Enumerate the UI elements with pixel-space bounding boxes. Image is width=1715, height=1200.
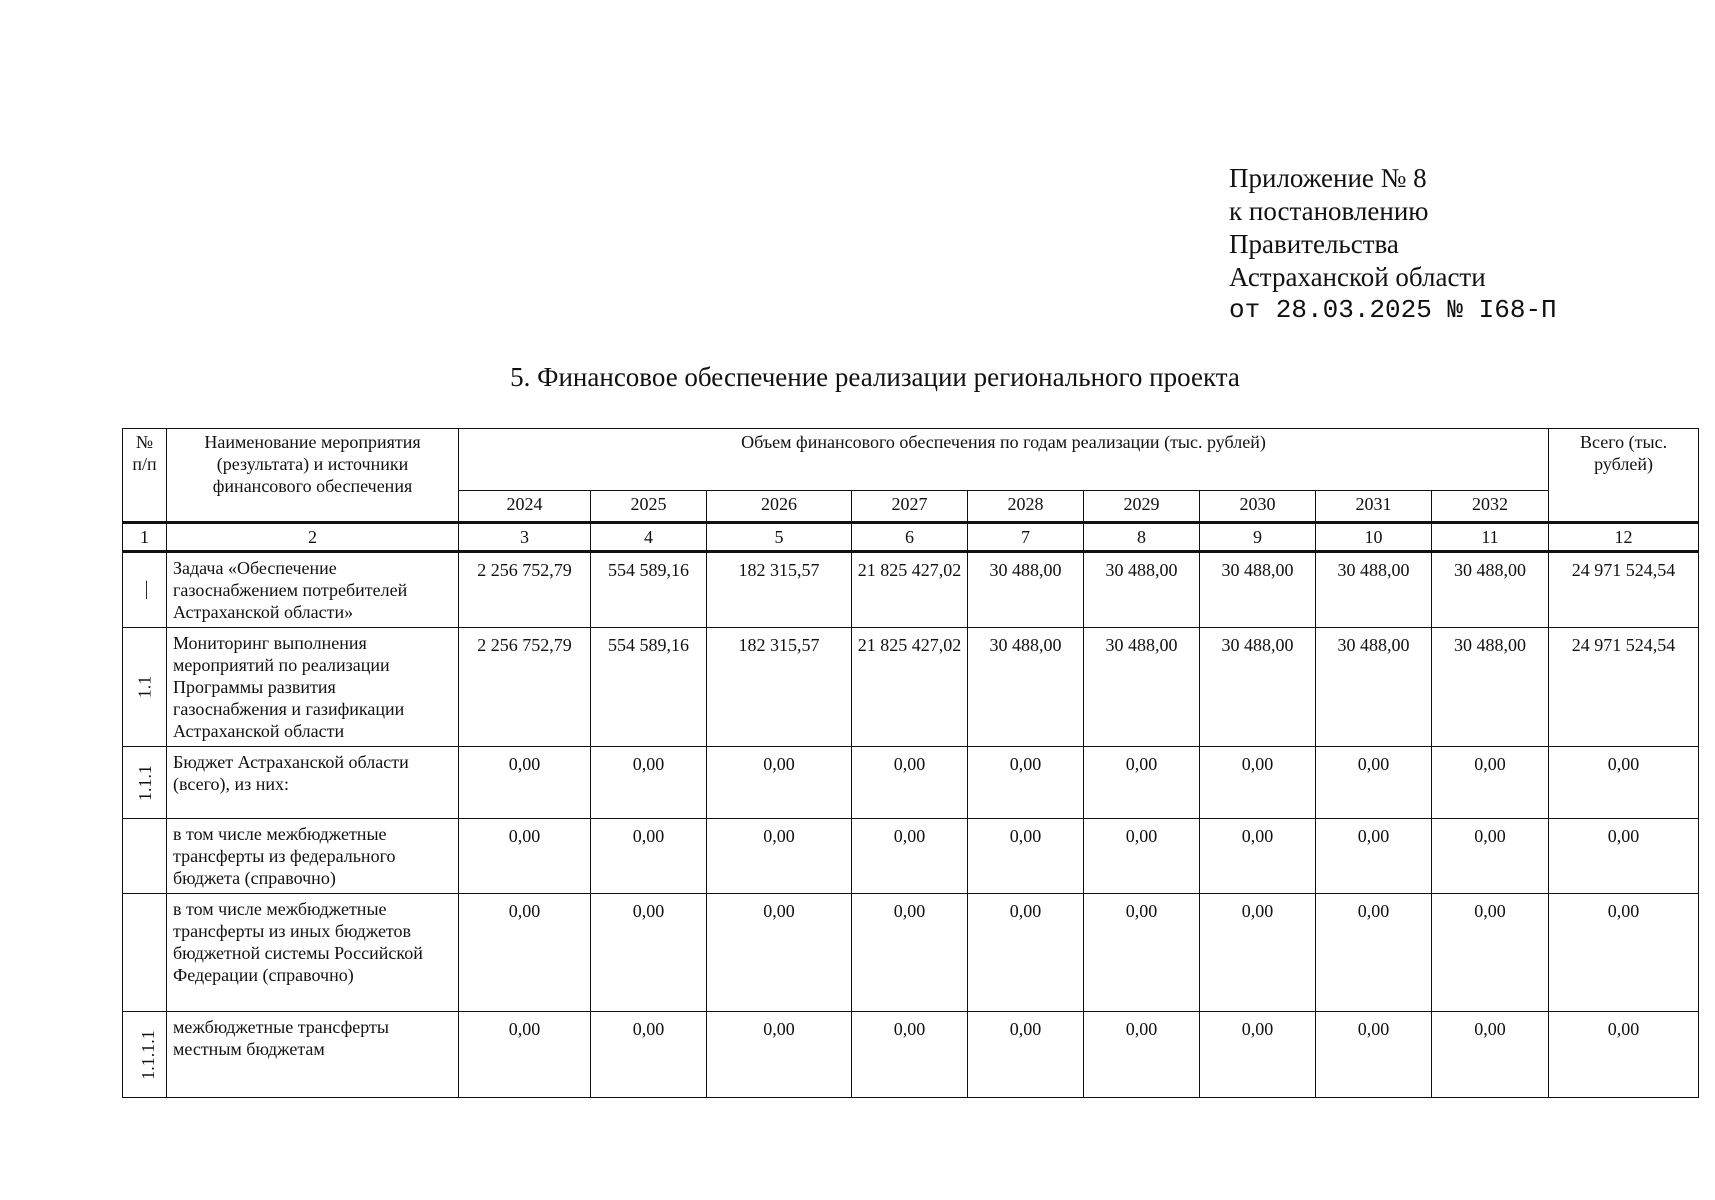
row-year-value: 0,00 bbox=[1200, 1012, 1316, 1098]
column-number: 2 bbox=[167, 523, 459, 552]
header-volume: Объем финансового обеспечения по годам реализации (тыс. рублей) bbox=[459, 429, 1549, 491]
row-year-value: 554 589,16 bbox=[591, 552, 707, 628]
row-year-value: 21 825 427,02 bbox=[852, 628, 968, 747]
row-year-value: 0,00 bbox=[852, 894, 968, 1012]
row-year-value: 0,00 bbox=[1200, 819, 1316, 894]
row-year-value: 0,00 bbox=[707, 894, 852, 1012]
row-year-value: 0,00 bbox=[707, 747, 852, 819]
row-number bbox=[123, 1012, 167, 1098]
row-year-value: 182 315,57 bbox=[707, 552, 852, 628]
row-year-value: 0,00 bbox=[1200, 894, 1316, 1012]
row-name: в том числе межбюджетные трансферты из иных бюджетов бюджетной системы Российской Федерации (справочно) bbox=[167, 894, 459, 1012]
appendix-line: Правительства bbox=[1229, 229, 1399, 259]
column-number: 9 bbox=[1200, 523, 1316, 552]
row-year-value: 0,00 bbox=[1432, 819, 1549, 894]
row-number-text: — bbox=[134, 581, 155, 599]
column-number: 3 bbox=[459, 523, 591, 552]
row-year-value: 0,00 bbox=[1432, 1012, 1549, 1098]
table-row bbox=[123, 628, 1699, 747]
row-name: Задача «Обеспечение газоснабжением потребителей Астраханской области» bbox=[167, 552, 459, 628]
row-year-value: 0,00 bbox=[1084, 1012, 1200, 1098]
row-name: в том числе межбюджетные трансферты из федерального бюджета (справочно) bbox=[167, 819, 459, 894]
row-total-value: 0,00 bbox=[1549, 894, 1699, 1012]
row-year-value: 0,00 bbox=[1084, 747, 1200, 819]
row-year-value: 0,00 bbox=[1200, 747, 1316, 819]
table-row bbox=[123, 894, 1699, 1012]
row-year-value: 30 488,00 bbox=[1200, 552, 1316, 628]
row-year-value: 0,00 bbox=[968, 747, 1084, 819]
column-number: 6 bbox=[852, 523, 968, 552]
row-total-value: 0,00 bbox=[1549, 1012, 1699, 1098]
column-number: 4 bbox=[591, 523, 707, 552]
row-year-value: 0,00 bbox=[459, 894, 591, 1012]
row-year-value: 0,00 bbox=[852, 1012, 968, 1098]
financing-table bbox=[122, 428, 1699, 1098]
header-year: 2026 bbox=[707, 491, 852, 523]
table-row bbox=[123, 819, 1699, 894]
column-number: 10 bbox=[1316, 523, 1432, 552]
appendix-line: к постановлению bbox=[1229, 196, 1429, 226]
row-year-value: 0,00 bbox=[1316, 819, 1432, 894]
appendix-line: Приложение № 8 bbox=[1229, 163, 1427, 193]
row-total-value: 0,00 bbox=[1549, 747, 1699, 819]
row-year-value: 0,00 bbox=[852, 819, 968, 894]
row-year-value: 30 488,00 bbox=[1432, 552, 1549, 628]
row-year-value: 0,00 bbox=[591, 747, 707, 819]
row-year-value: 0,00 bbox=[1316, 747, 1432, 819]
row-number bbox=[123, 628, 167, 747]
header-year: 2025 bbox=[591, 491, 707, 523]
column-number: 7 bbox=[968, 523, 1084, 552]
row-year-value: 0,00 bbox=[1316, 894, 1432, 1012]
column-number: 11 bbox=[1432, 523, 1549, 552]
appendix-block bbox=[1229, 162, 1557, 327]
row-year-value: 0,00 bbox=[968, 819, 1084, 894]
row-year-value: 2 256 752,79 bbox=[459, 552, 591, 628]
row-year-value: 0,00 bbox=[1316, 1012, 1432, 1098]
table-row bbox=[123, 552, 1699, 628]
row-year-value: 30 488,00 bbox=[1316, 628, 1432, 747]
row-year-value: 30 488,00 bbox=[1084, 628, 1200, 747]
row-number bbox=[123, 819, 167, 894]
row-year-value: 30 488,00 bbox=[968, 552, 1084, 628]
header-name: Наименование мероприятия (результата) и источники финансового обеспечения bbox=[167, 429, 459, 523]
row-year-value: 0,00 bbox=[459, 819, 591, 894]
row-name: Мониторинг выполнения мероприятий по реализации Программы развития газоснабжения и газификации Астраханской области bbox=[167, 628, 459, 747]
row-year-value: 30 488,00 bbox=[1200, 628, 1316, 747]
row-year-value: 30 488,00 bbox=[1316, 552, 1432, 628]
header-year: 2030 bbox=[1200, 491, 1316, 523]
row-total-value: 24 971 524,54 bbox=[1549, 628, 1699, 747]
row-year-value: 0,00 bbox=[852, 747, 968, 819]
row-year-value: 21 825 427,02 bbox=[852, 552, 968, 628]
row-number-text: 1.1.1.1 bbox=[137, 1029, 158, 1080]
row-year-value: 0,00 bbox=[968, 894, 1084, 1012]
column-number: 5 bbox=[707, 523, 852, 552]
row-year-value: 0,00 bbox=[1432, 894, 1549, 1012]
appendix-line: Астраханской области bbox=[1229, 262, 1486, 292]
row-year-value: 0,00 bbox=[1084, 894, 1200, 1012]
row-year-value: 30 488,00 bbox=[968, 628, 1084, 747]
row-name: Бюджет Астраханской области (всего), из них: bbox=[167, 747, 459, 819]
row-year-value: 182 315,57 bbox=[707, 628, 852, 747]
column-number: 8 bbox=[1084, 523, 1200, 552]
row-total-value: 0,00 bbox=[1549, 819, 1699, 894]
document-title: 5. Финансовое обеспечение реализации регионального проекта bbox=[510, 362, 1240, 392]
row-number-text: 1.1 bbox=[134, 675, 155, 699]
row-year-value: 30 488,00 bbox=[1432, 628, 1549, 747]
header-year: 2028 bbox=[968, 491, 1084, 523]
header-num: № п/п bbox=[123, 429, 167, 523]
table-row bbox=[123, 1012, 1699, 1098]
header-total: Всего (тыс. рублей) bbox=[1549, 429, 1699, 523]
row-total-value: 24 971 524,54 bbox=[1549, 552, 1699, 628]
row-number-text: 1.1.1 bbox=[134, 764, 155, 801]
row-year-value: 0,00 bbox=[591, 819, 707, 894]
appendix-date-line: от 28.03.2025 № I68-П bbox=[1229, 295, 1557, 325]
table-row bbox=[123, 747, 1699, 819]
row-number bbox=[123, 552, 167, 628]
row-year-value: 0,00 bbox=[707, 819, 852, 894]
column-number-row bbox=[123, 523, 1699, 552]
row-number bbox=[123, 894, 167, 1012]
header-year: 2027 bbox=[852, 491, 968, 523]
column-number: 12 bbox=[1549, 523, 1699, 552]
header-year: 2029 bbox=[1084, 491, 1200, 523]
row-number bbox=[123, 747, 167, 819]
column-number: 1 bbox=[123, 523, 167, 552]
row-year-value: 554 589,16 bbox=[591, 628, 707, 747]
row-year-value: 0,00 bbox=[707, 1012, 852, 1098]
header-year: 2032 bbox=[1432, 491, 1549, 523]
header-year: 2024 bbox=[459, 491, 591, 523]
row-year-value: 0,00 bbox=[968, 1012, 1084, 1098]
row-year-value: 0,00 bbox=[1432, 747, 1549, 819]
row-year-value: 0,00 bbox=[591, 1012, 707, 1098]
row-year-value: 0,00 bbox=[591, 894, 707, 1012]
row-name: межбюджетные трансферты местным бюджетам bbox=[167, 1012, 459, 1098]
row-year-value: 0,00 bbox=[459, 1012, 591, 1098]
header-year: 2031 bbox=[1316, 491, 1432, 523]
row-year-value: 0,00 bbox=[1084, 819, 1200, 894]
row-year-value: 0,00 bbox=[459, 747, 591, 819]
row-year-value: 2 256 752,79 bbox=[459, 628, 591, 747]
row-year-value: 30 488,00 bbox=[1084, 552, 1200, 628]
